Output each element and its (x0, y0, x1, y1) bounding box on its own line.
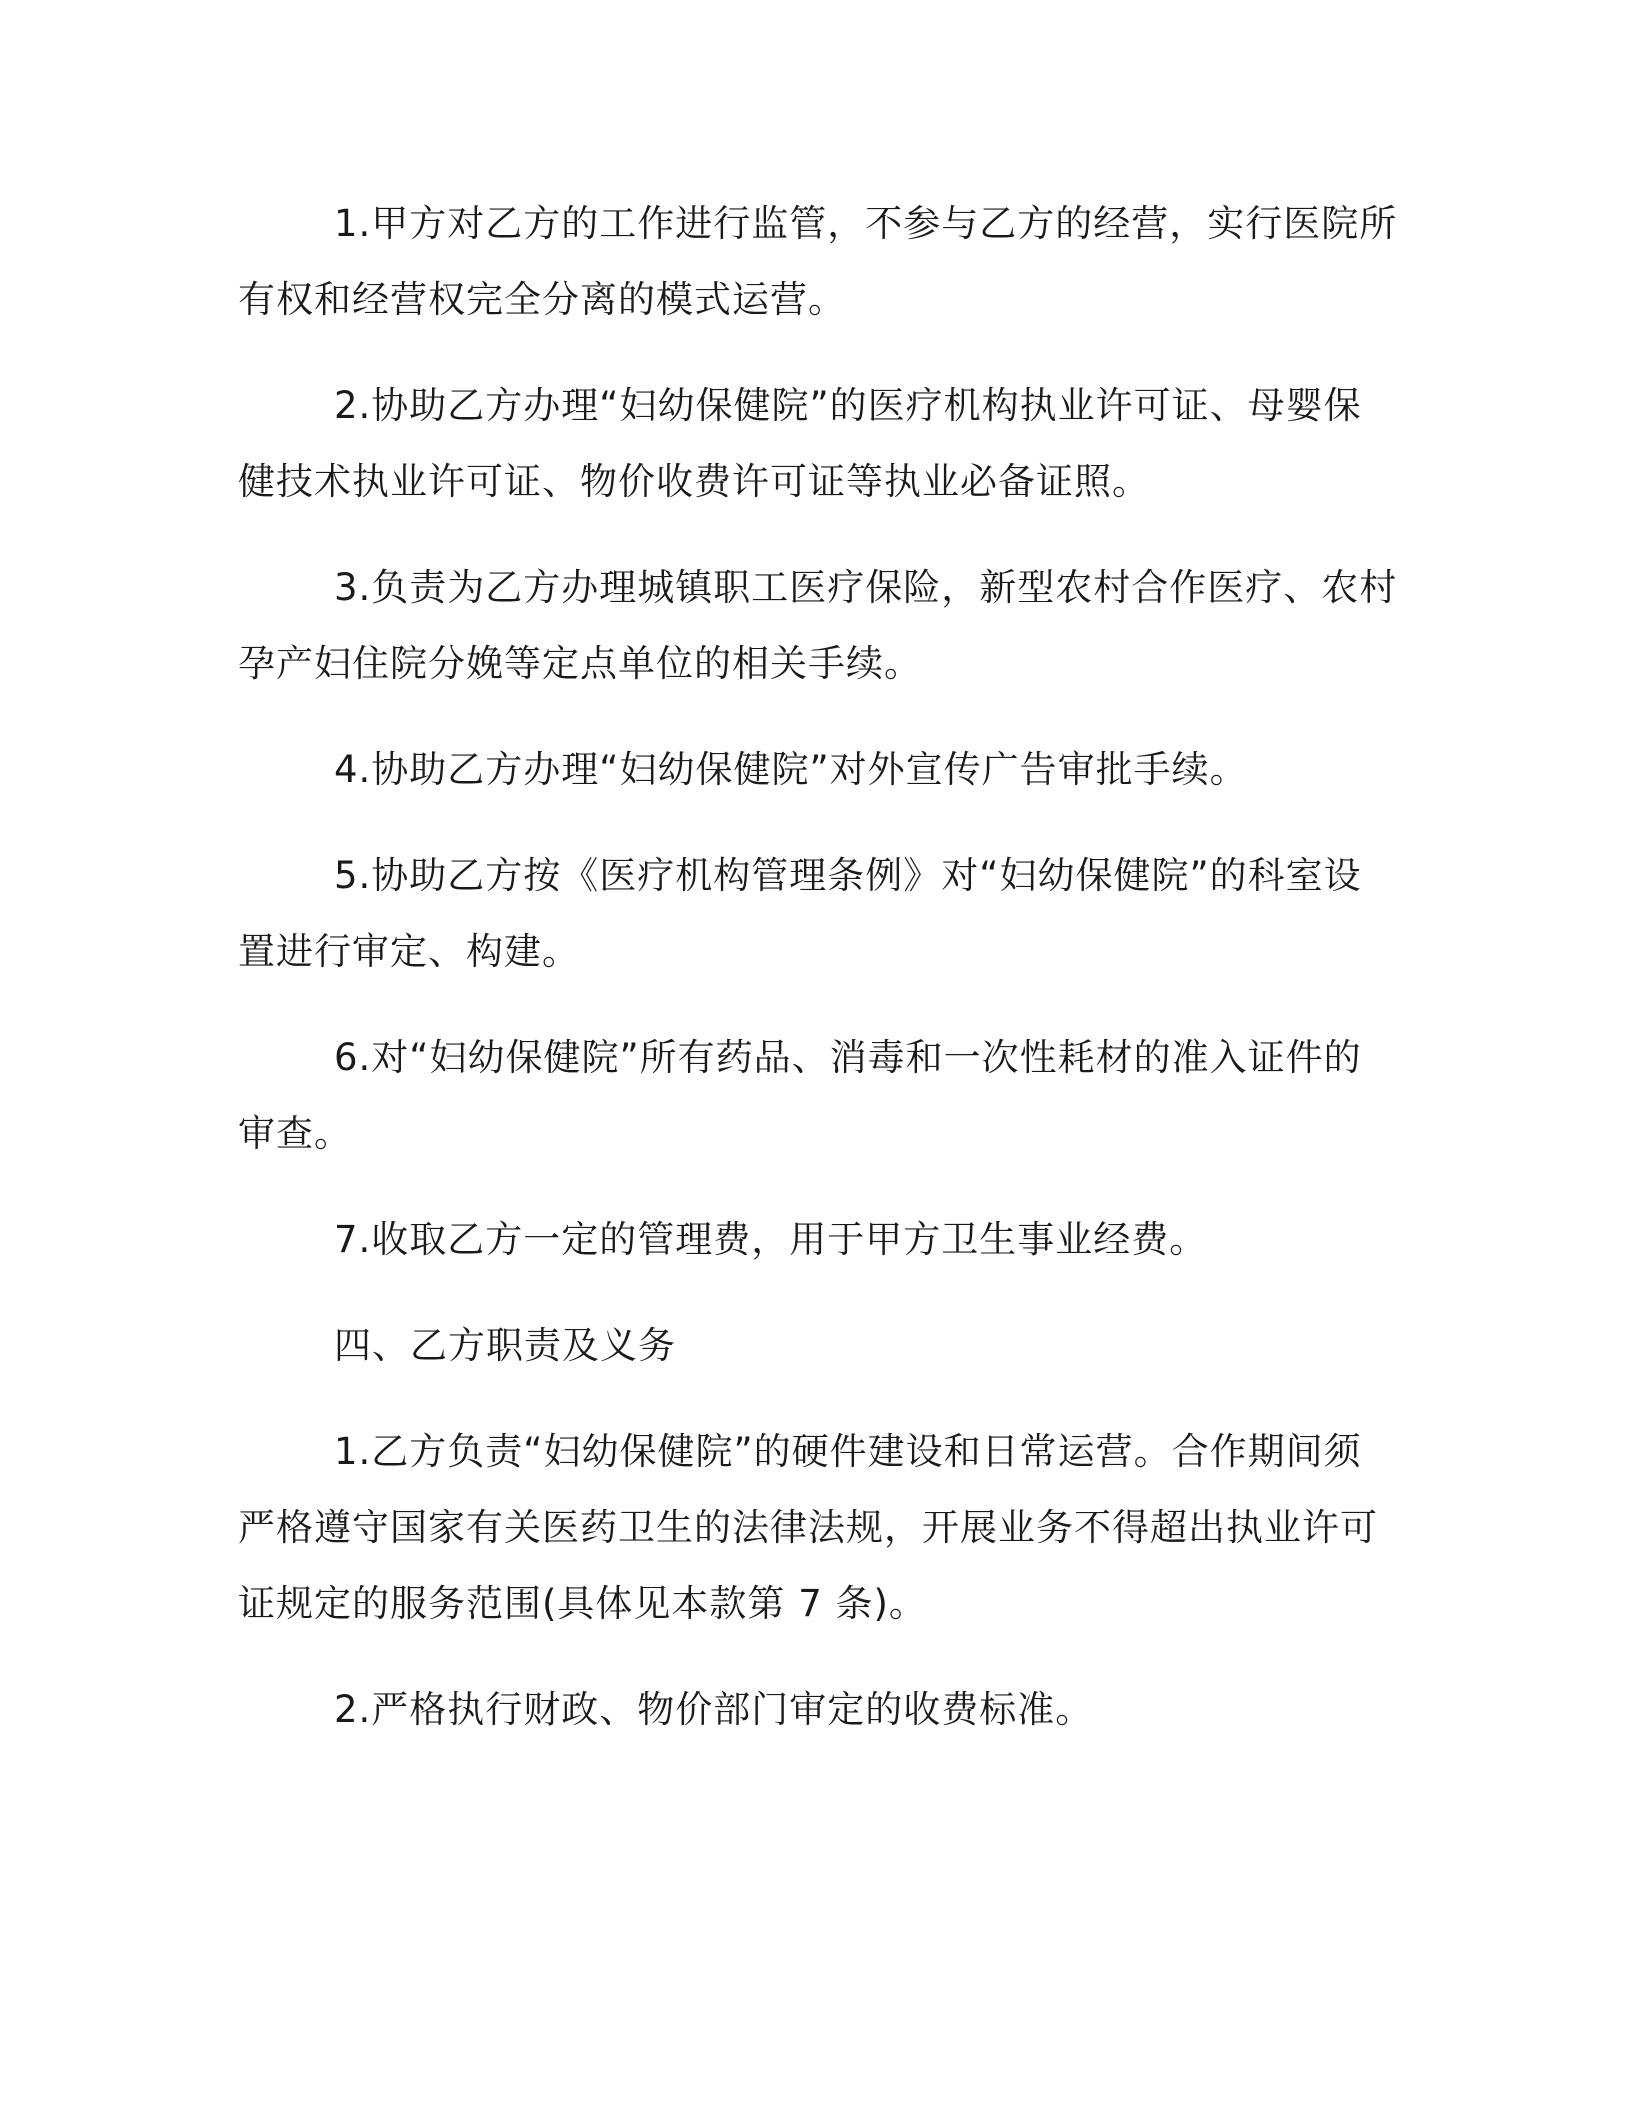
paragraph-insurance (238, 550, 1398, 702)
text-line: 3.负责为乙方办理城镇职工医疗保险，新型农村合作医疗、农村 (334, 566, 1398, 609)
text-line: 4.协助乙方办理“妇幼保健院”对外宣传广告审批手续。 (334, 748, 1248, 791)
paragraph-advertising (238, 732, 1378, 808)
paragraph-management-fee (238, 1202, 1378, 1278)
text-line: 2.严格执行财政、物价部门审定的收费标准。 (334, 1688, 1094, 1731)
paragraph-operations (238, 1414, 1378, 1642)
paragraph-departments (238, 838, 1378, 990)
text-line: 置进行审定、构建。 (238, 930, 580, 973)
text-line: 严格遵守国家有关医药卫生的法律法规，开展业务不得超出执业许可 (238, 1506, 1378, 1549)
text-line: 7.收取乙方一定的管理费，用于甲方卫生事业经费。 (334, 1218, 1208, 1261)
text-line: 证规定的服务范围(具体见本款第 7 条)。 (238, 1582, 927, 1625)
text-line: 5.协助乙方按《医疗机构管理条例》对“妇幼保健院”的科室设 (334, 854, 1362, 897)
text-line: 2.协助乙方办理“妇幼保健院”的医疗机构执业许可证、母婴保 (334, 384, 1362, 427)
paragraph-fee-standards (238, 1672, 1378, 1748)
text-line: 审查。 (238, 1112, 352, 1155)
section-heading (238, 1308, 1378, 1384)
text-line: 6.对“妇幼保健院”所有药品、消毒和一次性耗材的准入证件的 (334, 1036, 1362, 1079)
text-line: 健技术执业许可证、物价收费许可证等执业必备证照。 (238, 460, 1150, 503)
text-line: 有权和经营权完全分离的模式运营。 (238, 278, 846, 321)
text-line: 四、乙方职责及义务 (334, 1324, 676, 1367)
paragraph-drug-review (238, 1020, 1378, 1172)
text-line: 1.甲方对乙方的工作进行监管，不参与乙方的经营，实行医院所 (334, 202, 1398, 245)
document-body (238, 186, 1398, 1778)
text-line: 孕产妇住院分娩等定点单位的相关手续。 (238, 642, 922, 685)
text-line: 1.乙方负责“妇幼保健院”的硬件建设和日常运营。合作期间须 (334, 1430, 1362, 1473)
paragraph-supervision (238, 186, 1398, 338)
paragraph-licenses (238, 368, 1378, 520)
